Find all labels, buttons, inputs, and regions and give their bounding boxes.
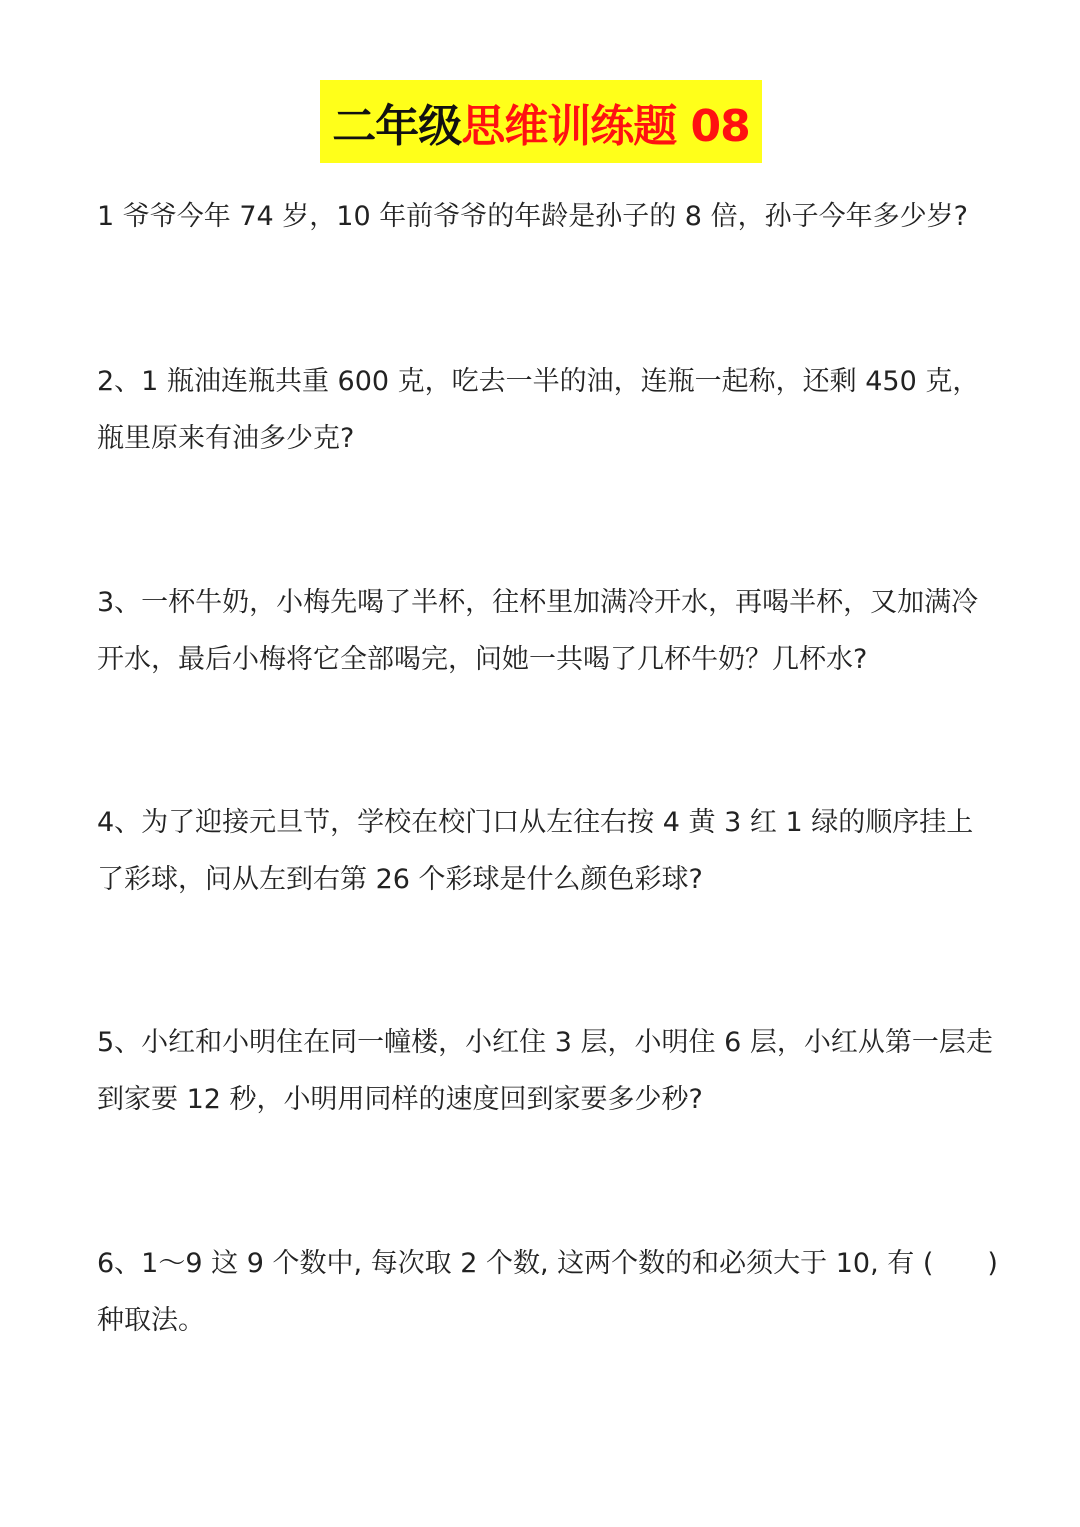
question-2	[97, 353, 987, 467]
question-line: 3、一杯牛奶，小梅先喝了半杯，往杯里加满冷开水，再喝半杯，又加满冷	[97, 587, 979, 618]
question-line: 1 爷爷今年 74 岁，10 年前爷爷的年龄是孙子的 8 倍，孙子今年多少岁?	[97, 201, 968, 232]
question-line: 2、1 瓶油连瓶共重 600 克，吃去一半的油，连瓶一起称，还剩 450 克，	[97, 366, 980, 397]
question-line: 瓶里原来有油多少克?	[97, 423, 355, 454]
question-line: 开水，最后小梅将它全部喝完，问她一共喝了几杯牛奶？几杯水?	[97, 644, 868, 675]
question-line: 了彩球，问从左到右第 26 个彩球是什么颜色彩球?	[97, 864, 703, 895]
question-6	[97, 1235, 998, 1349]
question-4	[97, 794, 987, 908]
question-line: 4、为了迎接元旦节，学校在校门口从左往右按 4 黄 3 红 1 绿的顺序挂上	[97, 807, 974, 838]
question-3	[97, 574, 987, 688]
question-line: 到家要 12 秒，小明用同样的速度回到家要多少秒?	[97, 1084, 703, 1115]
question-line: 5、小红和小明住在同一幢楼，小红住 3 层，小明住 6 层，小红从第一层走	[97, 1027, 993, 1058]
worksheet-title	[320, 80, 762, 163]
question-5	[97, 1014, 993, 1128]
question-line: 6、1～9 这 9 个数中, 每次取 2 个数, 这两个数的和必须大于 10, 有 ( )	[97, 1248, 998, 1279]
question-1	[97, 188, 987, 245]
question-line: 种取法。	[97, 1305, 205, 1336]
title-grade-text: 二年级	[332, 100, 462, 152]
title-topic-text: 思维训练题 08	[461, 100, 750, 152]
